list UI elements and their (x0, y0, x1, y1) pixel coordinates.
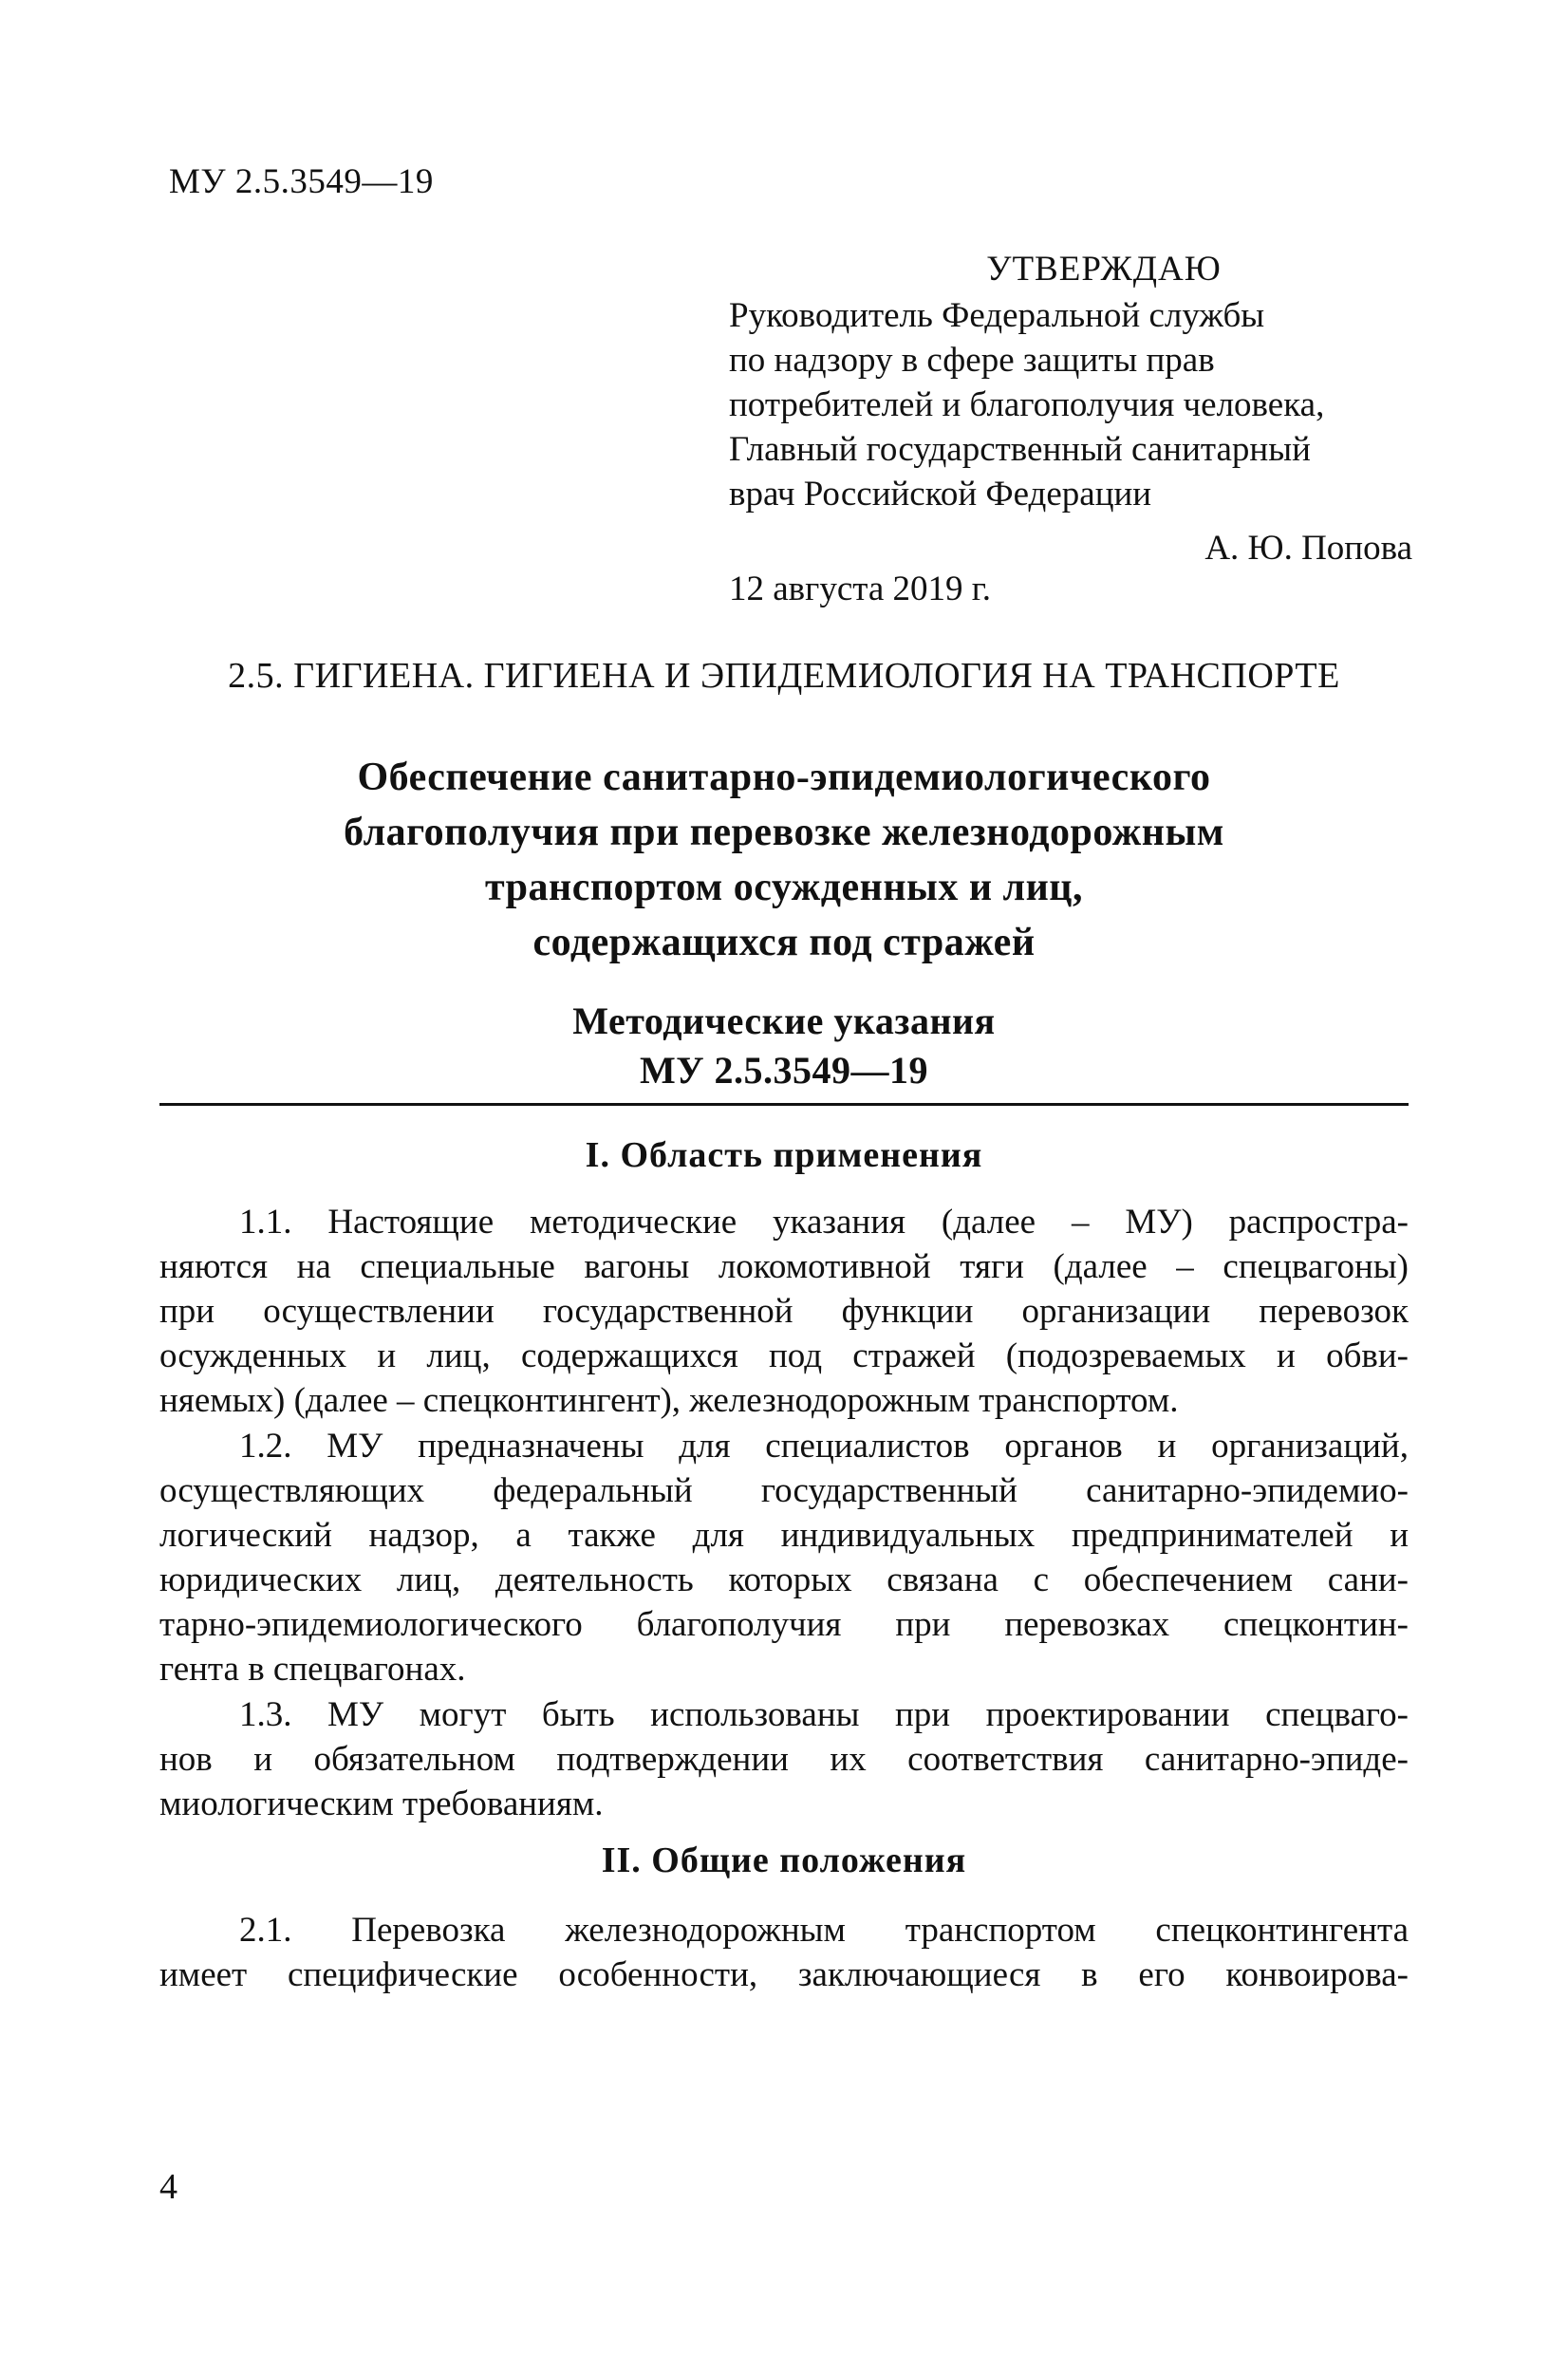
approval-heading: УТВЕРЖДАЮ (986, 250, 1222, 289)
section-2-body (159, 1908, 1409, 1998)
page-number: 4 (159, 2167, 177, 2207)
approval-date: 12 августа 2019 г. (729, 570, 992, 608)
text-line: имеет специфические особенности, заключающиеся в его конвоирова- (159, 1955, 1409, 1994)
subtitle-code: МУ 2.5.3549—19 (639, 1049, 929, 1092)
section-header: 2.5. ГИГИЕНА. ГИГИЕНА И ЭПИДЕМИОЛОГИЯ НА ТРАНСПОРТЕ (228, 656, 1340, 696)
approval-line: по надзору в сфере защиты прав (729, 341, 1215, 380)
text-line: няются на специальные вагоны локомотивной тяги (далее – спецвагоны) (159, 1247, 1409, 1286)
text-line: 1.1. Настоящие методические указания (далее – МУ) распростра- (239, 1203, 1409, 1242)
title-line: благополучия при перевозке железнодорожным (344, 811, 1224, 854)
title-divider (159, 1103, 1409, 1106)
text-line: логический надзор, а также для индивидуальных предпринимателей и (159, 1516, 1409, 1555)
approval-line: потребителей и благополучия человека, (729, 385, 1325, 424)
document-code: МУ 2.5.3549—19 (169, 162, 434, 201)
paragraph-1-1 (159, 1200, 1409, 1423)
text-line: при осуществлении государственной функции организации перевозок (159, 1292, 1409, 1331)
approval-block (729, 247, 1412, 611)
paragraph-1-3 (159, 1692, 1409, 1826)
text-line: юридических лиц, деятельность которых связана с обеспечением сани- (159, 1560, 1409, 1599)
title-line: транспортом осужденных и лиц, (485, 866, 1083, 909)
text-line: миологическим требованиям. (159, 1784, 604, 1823)
approval-line: Главный государственный санитарный (729, 430, 1311, 469)
section-2-heading: II. Общие положения (601, 1840, 967, 1880)
title-line: содержащихся под стражей (532, 921, 1036, 964)
approval-signer: А. Ю. Попова (1204, 529, 1412, 568)
paragraph-2-1 (159, 1908, 1409, 1997)
title-line: Обеспечение санитарно-эпидемиологического (357, 756, 1211, 799)
text-line: тарно-эпидемиологического благополучия при перевозках спецконтин- (159, 1605, 1409, 1644)
approval-line: Руководитель Федеральной службы (729, 296, 1265, 335)
text-line: гента в спецвагонах. (159, 1650, 466, 1689)
text-line: 1.3. МУ могут быть использованы при проектировании спецваго- (239, 1695, 1409, 1734)
text-line: 2.1. Перевозка железнодорожным транспортом спецконтингента (239, 1911, 1409, 1950)
subtitle-type: Методические указания (572, 1000, 996, 1042)
section-1-body (159, 1200, 1409, 1827)
text-line: осуществляющих федеральный государственный санитарно-эпидемио- (159, 1471, 1409, 1510)
text-line: няемых) (далее – спецконтингент), железнодорожным транспортом. (159, 1381, 1179, 1420)
paragraph-1-2 (159, 1424, 1409, 1691)
document-title (95, 750, 1473, 970)
section-1-heading: I. Область применения (585, 1135, 983, 1175)
text-line: осужденных и лиц, содержащихся под стражей (подозреваемых и обви- (159, 1336, 1409, 1375)
text-line: нов и обязательном подтверждении их соответствия санитарно-эпиде- (159, 1740, 1409, 1779)
document-subtitle (95, 997, 1473, 1095)
text-line: 1.2. МУ предназначены для специалистов органов и организаций, (239, 1427, 1409, 1466)
approval-line: врач Российской Федерации (729, 475, 1152, 514)
